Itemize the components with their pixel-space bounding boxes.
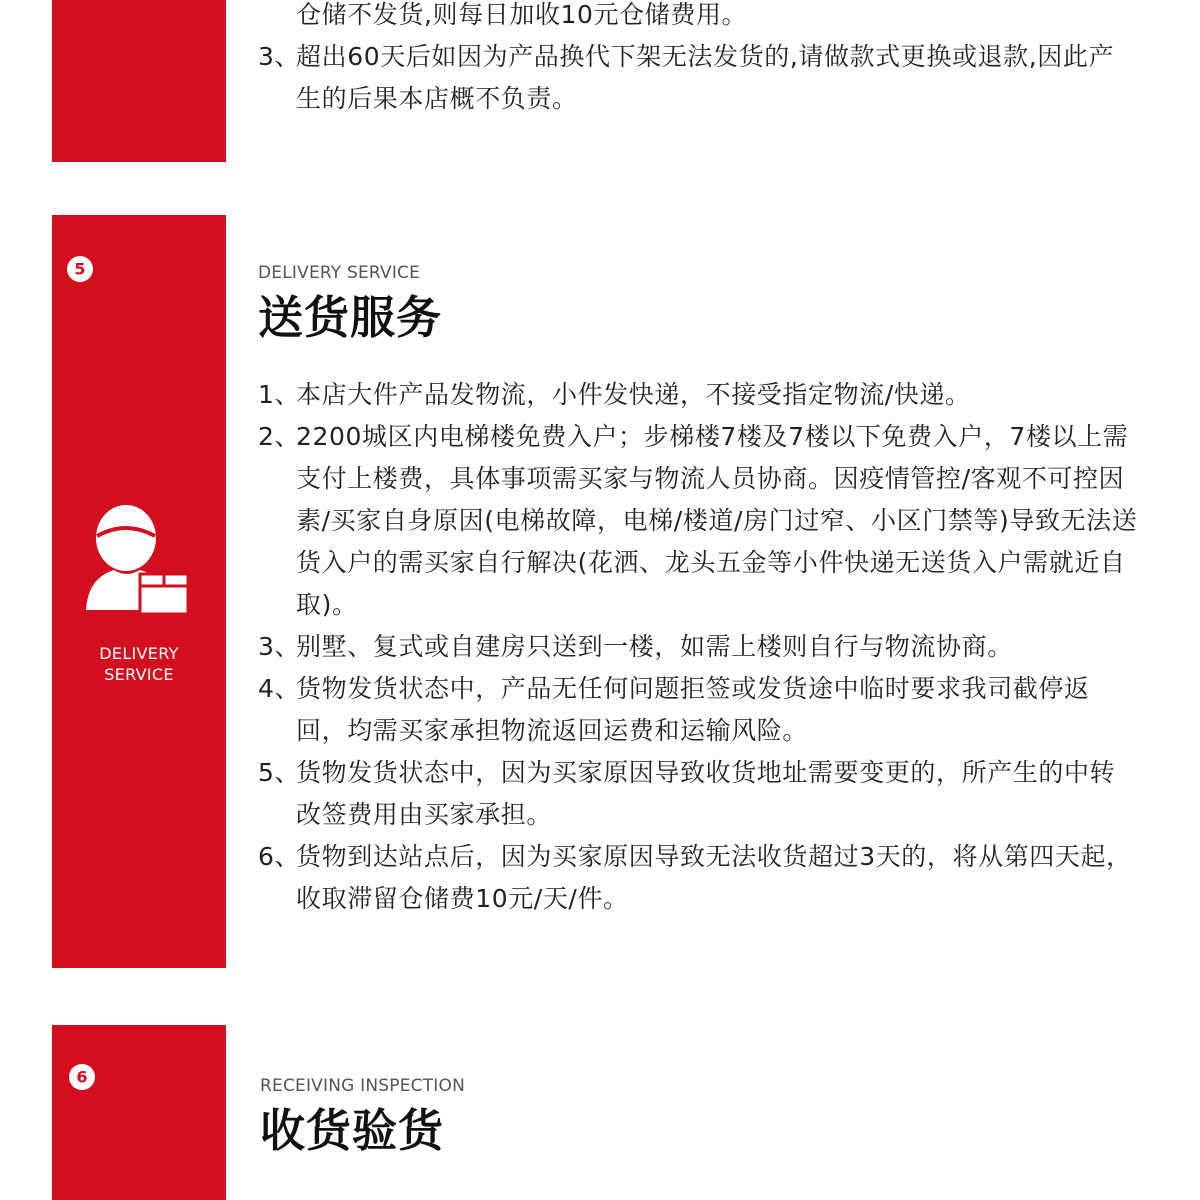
rule-number: 6、 [258,842,301,871]
section5-content [258,262,1138,920]
section6-content [260,1075,1140,1159]
section5-rule-item [258,374,1138,416]
panel-caption-line1: DELIVERY [99,644,179,663]
section5-rule-item [258,752,1138,836]
section4-rule-item [258,36,1138,120]
rule-number: 3、 [258,42,301,71]
circled-number-icon [68,1063,96,1091]
section6-red-panel [52,1025,226,1200]
rule-number: 3、 [258,632,301,661]
rule-text: 货物发货状态中，产品无任何问题拒签或发货途中临时要求我司截停返回，均需买家承担物流返回运费和运输风险。 [296,674,1090,745]
rule-text: 别墅、复式或自建房只送到一楼，如需上楼则自行与物流协商。 [296,632,1013,661]
section5-rule-item [258,836,1138,920]
rule-text: 货物到达站点后，因为买家原因导致无法收货超过3天的，将从第四天起，收取滞留仓储费10元/天/件。 [296,842,1132,913]
rule-text: 仓储不发货,则每日加收10元仓储费用。 [296,0,748,29]
section5-badge-number: 5 [74,259,86,279]
section5-rule-list [258,374,1138,920]
circled-number-icon [66,255,94,283]
section-title: 送货服务 [258,291,443,344]
delivery-person-icon [84,498,194,623]
section4-rule-item [258,0,1138,36]
section5-red-panel [52,215,226,968]
section5-rule-item [258,626,1138,668]
section-english-label: RECEIVING INSPECTION [260,1076,465,1096]
section5-rule-item [258,668,1138,752]
section4-content [258,0,1138,120]
panel-caption-line2: SERVICE [104,665,174,684]
section-title: 收货验货 [260,1104,445,1157]
section5-rule-item [258,416,1138,626]
panel-caption [52,643,226,685]
rule-number: 5、 [258,758,301,787]
rule-text: 本店大件产品发物流，小件发快递，不接受指定物流/快递。 [296,380,971,409]
section4-red-panel [52,0,226,162]
rule-number: 2、 [258,422,301,451]
section4-rule-list [258,0,1138,120]
section-english-label: DELIVERY SERVICE [258,263,421,283]
section6-badge-number: 6 [76,1067,88,1087]
rule-number: 1、 [258,380,301,409]
rule-text: 2200城区内电梯楼免费入户；步梯楼7楼及7楼以下免费入户，7楼以上需支付上楼费，具体事项需买家与物流人员协商。因疫情管控/客观不可控因素/买家自身原因(电梯故障，电梯/楼道/房门过窄、小区门禁等)导致无法送货入户的需买家自行解决(花洒、龙头五金等小件快递无送货入户需就近自取)。 [296,422,1138,619]
rule-text: 货物发货状态中，因为买家原因导致收货地址需要变更的，所产生的中转改签费用由买家承担。 [296,758,1116,829]
rule-text: 超出60天后如因为产品换代下架无法发货的,请做款式更换或退款,因此产生的后果本店概不负责。 [296,42,1115,113]
rule-number: 4、 [258,674,301,703]
